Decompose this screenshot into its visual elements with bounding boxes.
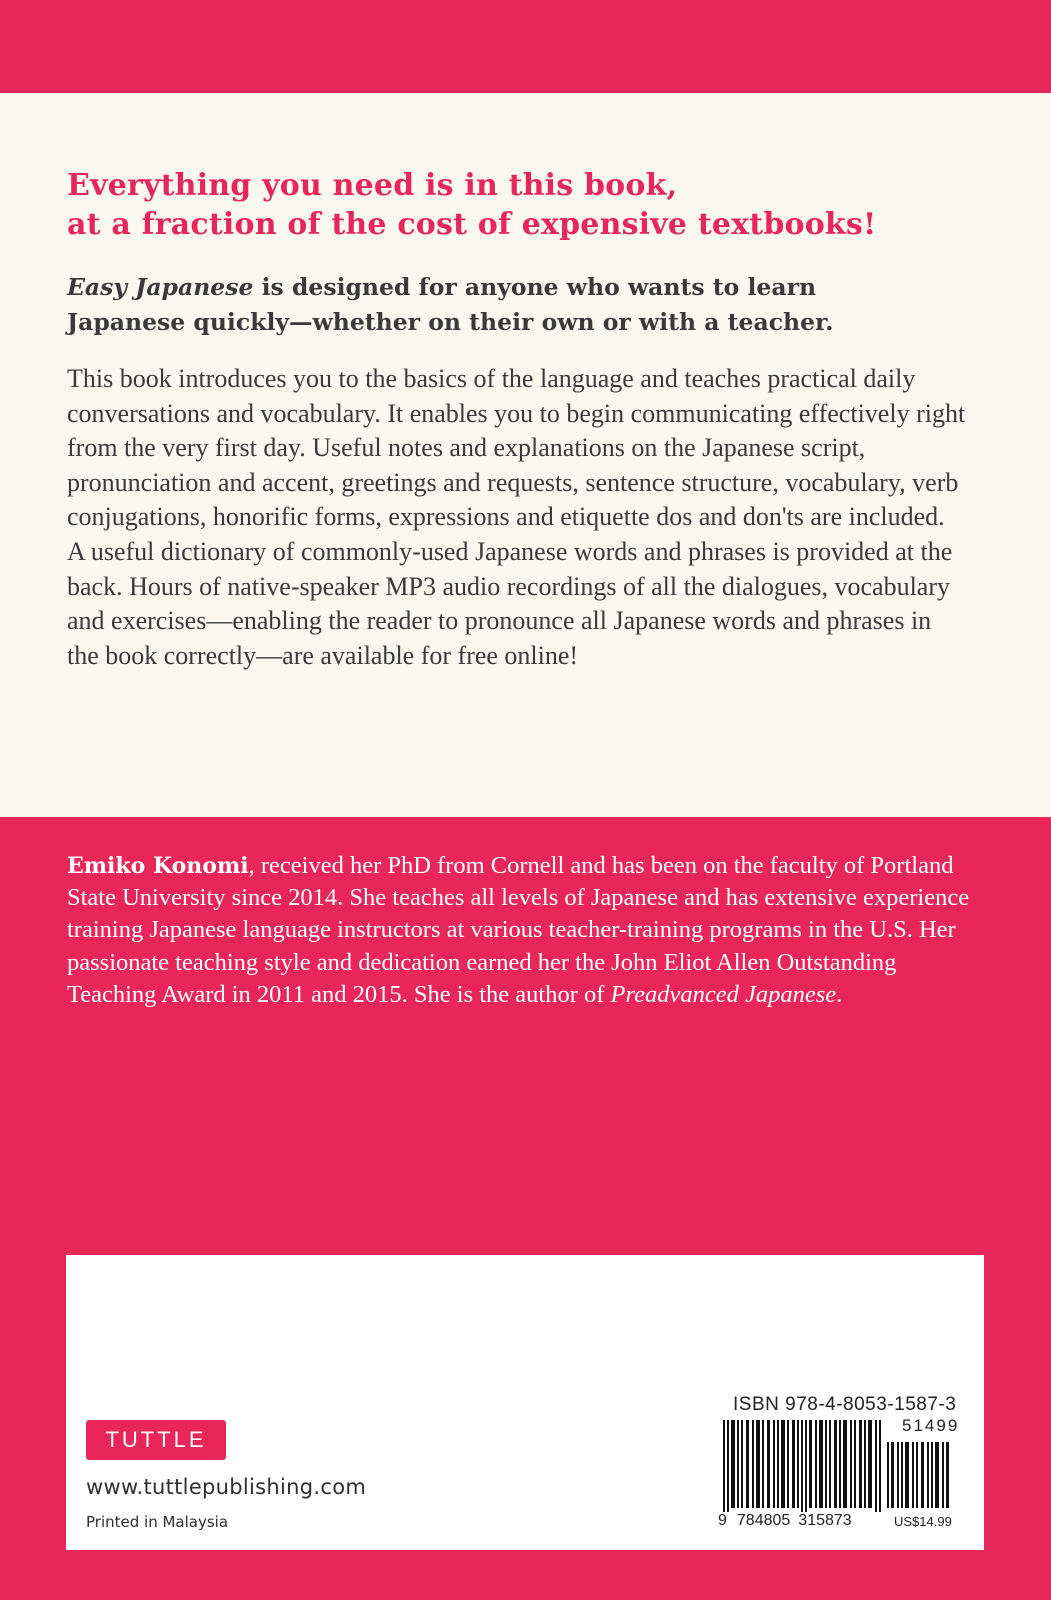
tuttle-logo xyxy=(86,1420,226,1460)
barcode-digits xyxy=(718,1512,852,1530)
top-color-band xyxy=(0,0,1051,93)
barcode-digits-group-1: 784805 xyxy=(736,1512,791,1529)
logo-text: TUTTLE xyxy=(105,1427,207,1452)
barcode-digits-group-2: 315873 xyxy=(798,1512,852,1529)
headline-line-2: at a fraction of the cost of expensive textbooks! xyxy=(67,207,877,242)
printed-in: Printed in Malaysia xyxy=(86,1513,229,1531)
price-code: 51499 xyxy=(902,1416,960,1435)
intro-line-2: Japanese quickly—whether on their own or with a teacher. xyxy=(67,308,834,336)
intro-line-1 xyxy=(67,270,1007,305)
intro-statement xyxy=(67,270,1007,340)
publisher-url: www.tuttlepublishing.com xyxy=(86,1475,367,1499)
price-label: US$14.99 xyxy=(894,1514,952,1529)
author-bio-text: , received her PhD from Cornell and has been on the faculty of Portland State University since 2014. She teaches all levels of Japanese and has extensive experience training Japanese language instructors at various teacher-training programs in the U.S. Her passionate teaching style and dedication earned her the John Eliot Allen Outstanding Teaching Award in 2011 and 2015. She is the author of xyxy=(67,852,970,1008)
author-name: Emiko Konomi xyxy=(67,853,249,879)
isbn-barcode xyxy=(717,1420,972,1515)
headline xyxy=(67,166,1007,244)
author-bio-end: . xyxy=(836,980,843,1008)
book-title: Easy Japanese xyxy=(67,273,254,301)
description-text: This book introduces you to the basics of the language and teaches practical daily conversations and vocabulary. It enables you to begin communicating effectively right from the very first day. Useful notes and explanations on the Japanese script, pronunciation and accent, greetings and requests, sentence structure, vocabulary, verb conjugations, honorific forms, expressions and etiquette dos and don'ts are included. A useful dictionary of commonly-used Japanese words and phrases is provided at the back. Hours of native-speaker MP3 audio recordings of all the dialogues, vocabulary and exercises—enabling the reader to pronounce all Japanese words and phrases in the book correctly—are available for free online! xyxy=(67,364,966,670)
author-bio xyxy=(67,850,977,1011)
author-other-book: Preadvanced Japanese xyxy=(610,980,837,1008)
barcode-digit-lead: 9 xyxy=(718,1512,727,1529)
isbn-number: ISBN 978-4-8053-1587-3 xyxy=(733,1394,957,1415)
headline-line-1: Everything you need is in this book, xyxy=(67,168,678,203)
intro-line-1-rest: is designed for anyone who wants to learn xyxy=(253,273,817,301)
